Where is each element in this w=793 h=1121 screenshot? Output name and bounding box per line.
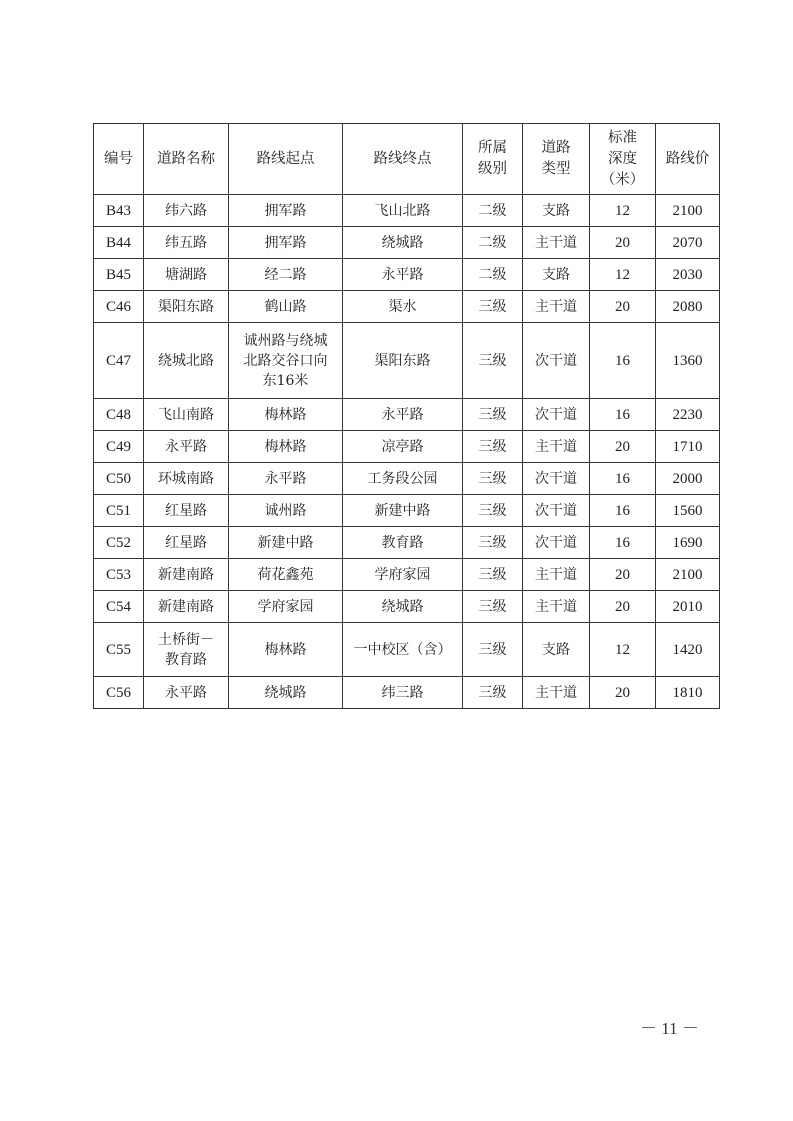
cell-grade: 三级 [463,291,523,323]
cell-depth: 16 [590,495,656,527]
cell-start: 永平路 [229,463,343,495]
cell-price: 2010 [656,591,720,623]
cell-depth: 20 [590,431,656,463]
cell-grade: 三级 [463,677,523,709]
cell-end: 渠阳东路 [343,323,463,399]
table-row [94,399,720,431]
header-depth: 标准 深度 （米） [590,124,656,195]
cell-end: 学府家园 [343,559,463,591]
cell-end: 纬三路 [343,677,463,709]
cell-depth: 16 [590,323,656,399]
header-price: 路线价 [656,124,720,195]
cell-grade: 三级 [463,323,523,399]
cell-start: 梅林路 [229,431,343,463]
cell-price: 2070 [656,227,720,259]
header-road-type: 道路 类型 [523,124,590,195]
cell-depth: 12 [590,195,656,227]
header-road-name: 道路名称 [144,124,229,195]
cell-depth: 16 [590,399,656,431]
cell-start: 拥军路 [229,227,343,259]
cell-road-type: 主干道 [523,591,590,623]
cell-id: B45 [94,259,144,291]
cell-grade: 三级 [463,591,523,623]
cell-id: C55 [94,623,144,677]
cell-road-name: 环城南路 [144,463,229,495]
cell-id: C50 [94,463,144,495]
cell-start: 荷花鑫苑 [229,559,343,591]
cell-road-type: 支路 [523,259,590,291]
cell-depth: 12 [590,259,656,291]
cell-price: 1690 [656,527,720,559]
table-row [94,527,720,559]
table-row [94,195,720,227]
cell-road-type: 主干道 [523,291,590,323]
cell-grade: 二级 [463,259,523,291]
cell-depth: 16 [590,527,656,559]
cell-road-name: 土桥街－ 教育路 [144,623,229,677]
cell-id: C46 [94,291,144,323]
cell-price: 2100 [656,195,720,227]
cell-price: 1420 [656,623,720,677]
cell-road-type: 支路 [523,623,590,677]
page-number: － 11 － [640,1019,699,1038]
cell-end: 凉亭路 [343,431,463,463]
cell-start: 诚州路 [229,495,343,527]
table-row [94,431,720,463]
cell-road-name: 新建南路 [144,591,229,623]
cell-depth: 20 [590,559,656,591]
cell-price: 2100 [656,559,720,591]
cell-road-name: 纬六路 [144,195,229,227]
cell-road-name: 永平路 [144,677,229,709]
cell-id: C49 [94,431,144,463]
table-header-row [94,124,720,195]
table-row [94,559,720,591]
table-row [94,591,720,623]
cell-road-type: 主干道 [523,431,590,463]
table-row [94,227,720,259]
cell-grade: 三级 [463,495,523,527]
table-row [94,463,720,495]
cell-grade: 三级 [463,559,523,591]
cell-id: C54 [94,591,144,623]
table-row [94,495,720,527]
cell-price: 2000 [656,463,720,495]
cell-price: 1560 [656,495,720,527]
header-start: 路线起点 [229,124,343,195]
cell-start: 诚州路与绕城 北路交谷口向 东16米 [229,323,343,399]
cell-start: 新建中路 [229,527,343,559]
cell-grade: 三级 [463,431,523,463]
cell-road-name: 塘湖路 [144,259,229,291]
cell-id: B44 [94,227,144,259]
cell-depth: 20 [590,291,656,323]
cell-road-type: 支路 [523,195,590,227]
cell-grade: 三级 [463,399,523,431]
cell-price: 1710 [656,431,720,463]
cell-road-name: 红星路 [144,527,229,559]
table-body [94,195,720,709]
header-grade: 所属 级别 [463,124,523,195]
cell-grade: 二级 [463,227,523,259]
cell-end: 永平路 [343,259,463,291]
cell-price: 2230 [656,399,720,431]
header-id: 编号 [94,124,144,195]
cell-road-type: 主干道 [523,227,590,259]
table-row [94,259,720,291]
cell-start: 梅林路 [229,399,343,431]
cell-id: C47 [94,323,144,399]
cell-road-name: 永平路 [144,431,229,463]
cell-end: 绕城路 [343,227,463,259]
cell-id: C48 [94,399,144,431]
cell-grade: 三级 [463,623,523,677]
cell-road-type: 次干道 [523,527,590,559]
cell-road-name: 新建南路 [144,559,229,591]
cell-road-type: 主干道 [523,677,590,709]
cell-end: 永平路 [343,399,463,431]
cell-price: 1810 [656,677,720,709]
cell-road-type: 次干道 [523,399,590,431]
cell-grade: 二级 [463,195,523,227]
cell-id: C56 [94,677,144,709]
cell-road-type: 次干道 [523,495,590,527]
cell-start: 绕城路 [229,677,343,709]
cell-road-name: 红星路 [144,495,229,527]
cell-depth: 16 [590,463,656,495]
cell-depth: 20 [590,227,656,259]
cell-id: C51 [94,495,144,527]
cell-grade: 三级 [463,463,523,495]
cell-road-type: 主干道 [523,559,590,591]
road-price-table [93,123,720,709]
cell-start: 经二路 [229,259,343,291]
cell-id: B43 [94,195,144,227]
cell-end: 绕城路 [343,591,463,623]
cell-start: 鹤山路 [229,291,343,323]
cell-start: 学府家园 [229,591,343,623]
cell-id: C53 [94,559,144,591]
cell-depth: 20 [590,677,656,709]
cell-start: 拥军路 [229,195,343,227]
cell-road-name: 绕城北路 [144,323,229,399]
cell-depth: 20 [590,591,656,623]
cell-end: 新建中路 [343,495,463,527]
table-row [94,677,720,709]
cell-end: 渠水 [343,291,463,323]
cell-road-type: 次干道 [523,323,590,399]
cell-road-type: 次干道 [523,463,590,495]
cell-grade: 三级 [463,527,523,559]
cell-id: C52 [94,527,144,559]
cell-start: 梅林路 [229,623,343,677]
cell-price: 2030 [656,259,720,291]
table-row [94,623,720,677]
cell-price: 2080 [656,291,720,323]
cell-depth: 12 [590,623,656,677]
header-end: 路线终点 [343,124,463,195]
cell-price: 1360 [656,323,720,399]
cell-end: 一中校区（含） [343,623,463,677]
cell-end: 教育路 [343,527,463,559]
table-row [94,323,720,399]
cell-road-name: 纬五路 [144,227,229,259]
cell-end: 工务段公园 [343,463,463,495]
cell-road-name: 飞山南路 [144,399,229,431]
cell-end: 飞山北路 [343,195,463,227]
table-row [94,291,720,323]
cell-road-name: 渠阳东路 [144,291,229,323]
